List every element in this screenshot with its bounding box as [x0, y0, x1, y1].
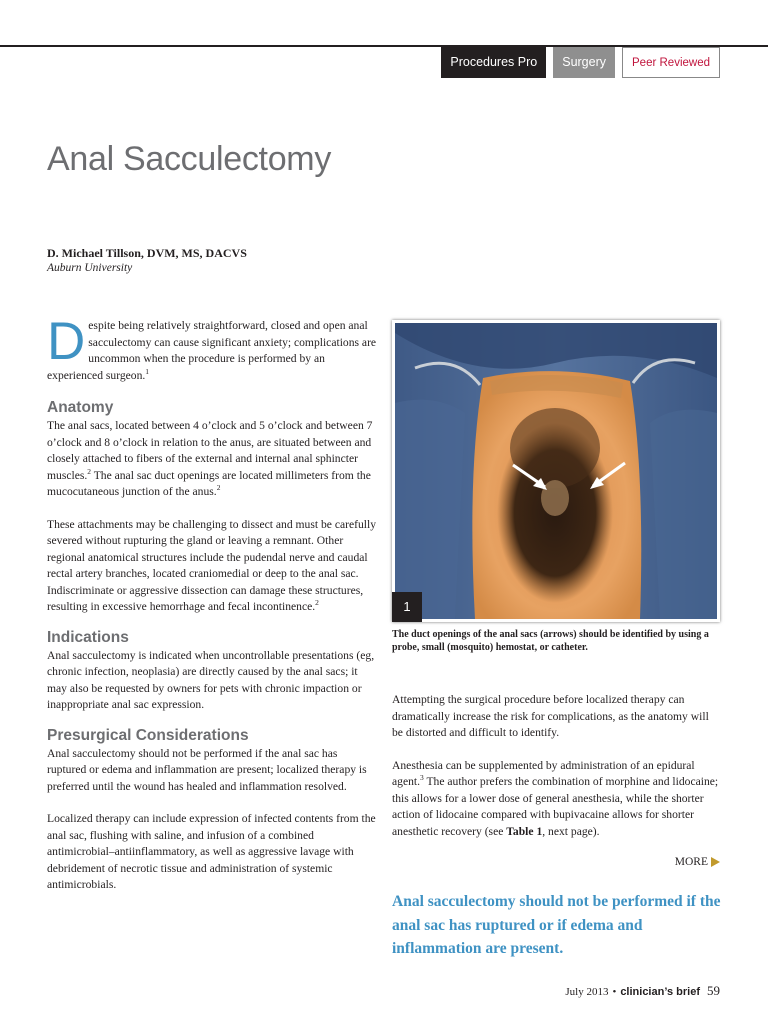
tag-surgery: Surgery [553, 47, 615, 78]
surgical-photo [395, 323, 717, 619]
footer-bullet: • [612, 986, 617, 998]
caption-text-post: ) should be identified by using a probe, small (mosquito) hemostat, or catheter. [392, 629, 709, 653]
presurgical-paragraph-1: Anal sacculectomy should not be performed if the anal sac has ruptured or edema and inflammation are present; localized therapy is preferred until the wound has healed and inflammation resolved. [47, 746, 367, 793]
anesthesia-text-1: Anesthesia can be supplemented by administration of an epidural agent. [392, 758, 695, 788]
table-1-reference: Table 1 [506, 824, 543, 838]
publication-name: clinician’s brief [620, 986, 700, 998]
right-paragraph-1: Attempting the surgical procedure before localized therapy can dramatically increase the risk for complications, as the anatomy will be distorted and difficult to identify. [392, 693, 709, 739]
heading-anatomy: Anatomy [47, 399, 114, 416]
figure-1 [392, 320, 720, 622]
left-column [47, 312, 377, 894]
tag-peer-reviewed: Peer Reviewed [622, 47, 720, 78]
heading-presurgical: Presurgical Considerations [47, 726, 249, 744]
issue-date: July 2013 [565, 986, 609, 998]
right-column [392, 692, 720, 840]
anesthesia-text-3: , next page). [542, 824, 600, 838]
figure-caption [392, 629, 722, 654]
more-label: MORE [674, 856, 708, 868]
figure-number: 1 [392, 592, 422, 622]
caption-text-pre: The duct openings of the anal sacs ( [392, 629, 544, 640]
intro-text: espite being relatively straightforward, closed and open anal sacculectomy can cause significant anxiety; complications are uncommon when the procedure is performed by an experienced surgeon. [47, 319, 377, 382]
anesthesia-text-2: The author prefers the combination of morphine and lidocaine; this allows for a lower dose of general anesthesia, while the shorter action of lidocaine compared with bupivacaine allows for shorter anesthetic recovery (see [392, 775, 719, 838]
presurgical-paragraph-2: Localized therapy can include expression of infected contents from the anal sac, flushing with saline, and infusion of a combined antimicrobial–antiinflammatory, as well as aggressive lavage with debridement of necrotic tissue and administration of systemic antimicrobials. [47, 812, 376, 891]
heading-indications: Indications [47, 628, 129, 646]
article-title: Anal Sacculectomy [47, 140, 332, 178]
right-paragraph-2 [392, 758, 720, 841]
section-tags [441, 47, 720, 78]
author-affiliation: Auburn University [47, 262, 133, 274]
anatomy-text-1: The anal sacs, located between 4 o’clock and 5 o’clock and between 7 o’clock and 8 o’clock in relation to the anus, are situated between and closely attached to fibers of the external and internal anal sphincter muscles. [47, 419, 373, 482]
ref-1: 1 [145, 366, 150, 376]
pull-quote: Anal sacculectomy should not be performed if the anal sac has ruptured or if edema and inflammation are present. [392, 893, 721, 957]
author-name: D. Michael Tillson, DVM, MS, DACVS [47, 246, 247, 260]
play-arrow-icon [711, 857, 720, 867]
anatomy-paragraph-1 [47, 418, 377, 501]
anatomy-text-1b: The anal sac duct openings are located millimeters from the mucocutaneous junction of the anus. [47, 468, 371, 498]
more-link[interactable] [675, 856, 720, 868]
tag-procedures-pro: Procedures Pro [441, 47, 546, 78]
byline [47, 246, 247, 276]
indications-paragraph: Anal sacculectomy is indicated when uncontrollable presentations (eg, chronic infection, neoplasia) are directly caused by the anal sacs; it may also be requested by owners for pets with chronic impaction or inappropriate anal sac expression. [47, 648, 375, 711]
page-number: 59 [707, 983, 720, 998]
ref-2c: 2 [315, 598, 319, 608]
page-footer [565, 983, 720, 999]
anatomy-text-2: These attachments may be challenging to dissect and must be carefully severed without rupturing the gland or leaving a remnant. Other regional anatomical structures include the pudendal nerve and caudal rectal artery branches, located craniomedial or deep to the anal sac. Indiscriminate or aggressive dissection can damage these structures, resulting in excessive hemorrhage and fecal incontinence. [47, 517, 377, 613]
caption-text-bold: arrows [543, 629, 574, 640]
ref-2b: 2 [216, 483, 221, 493]
ref-2a: 2 [87, 466, 91, 476]
anatomy-paragraph-2 [47, 517, 377, 616]
drop-cap: D [47, 312, 86, 371]
ref-3: 3 [420, 773, 424, 783]
intro-paragraph [47, 312, 377, 384]
